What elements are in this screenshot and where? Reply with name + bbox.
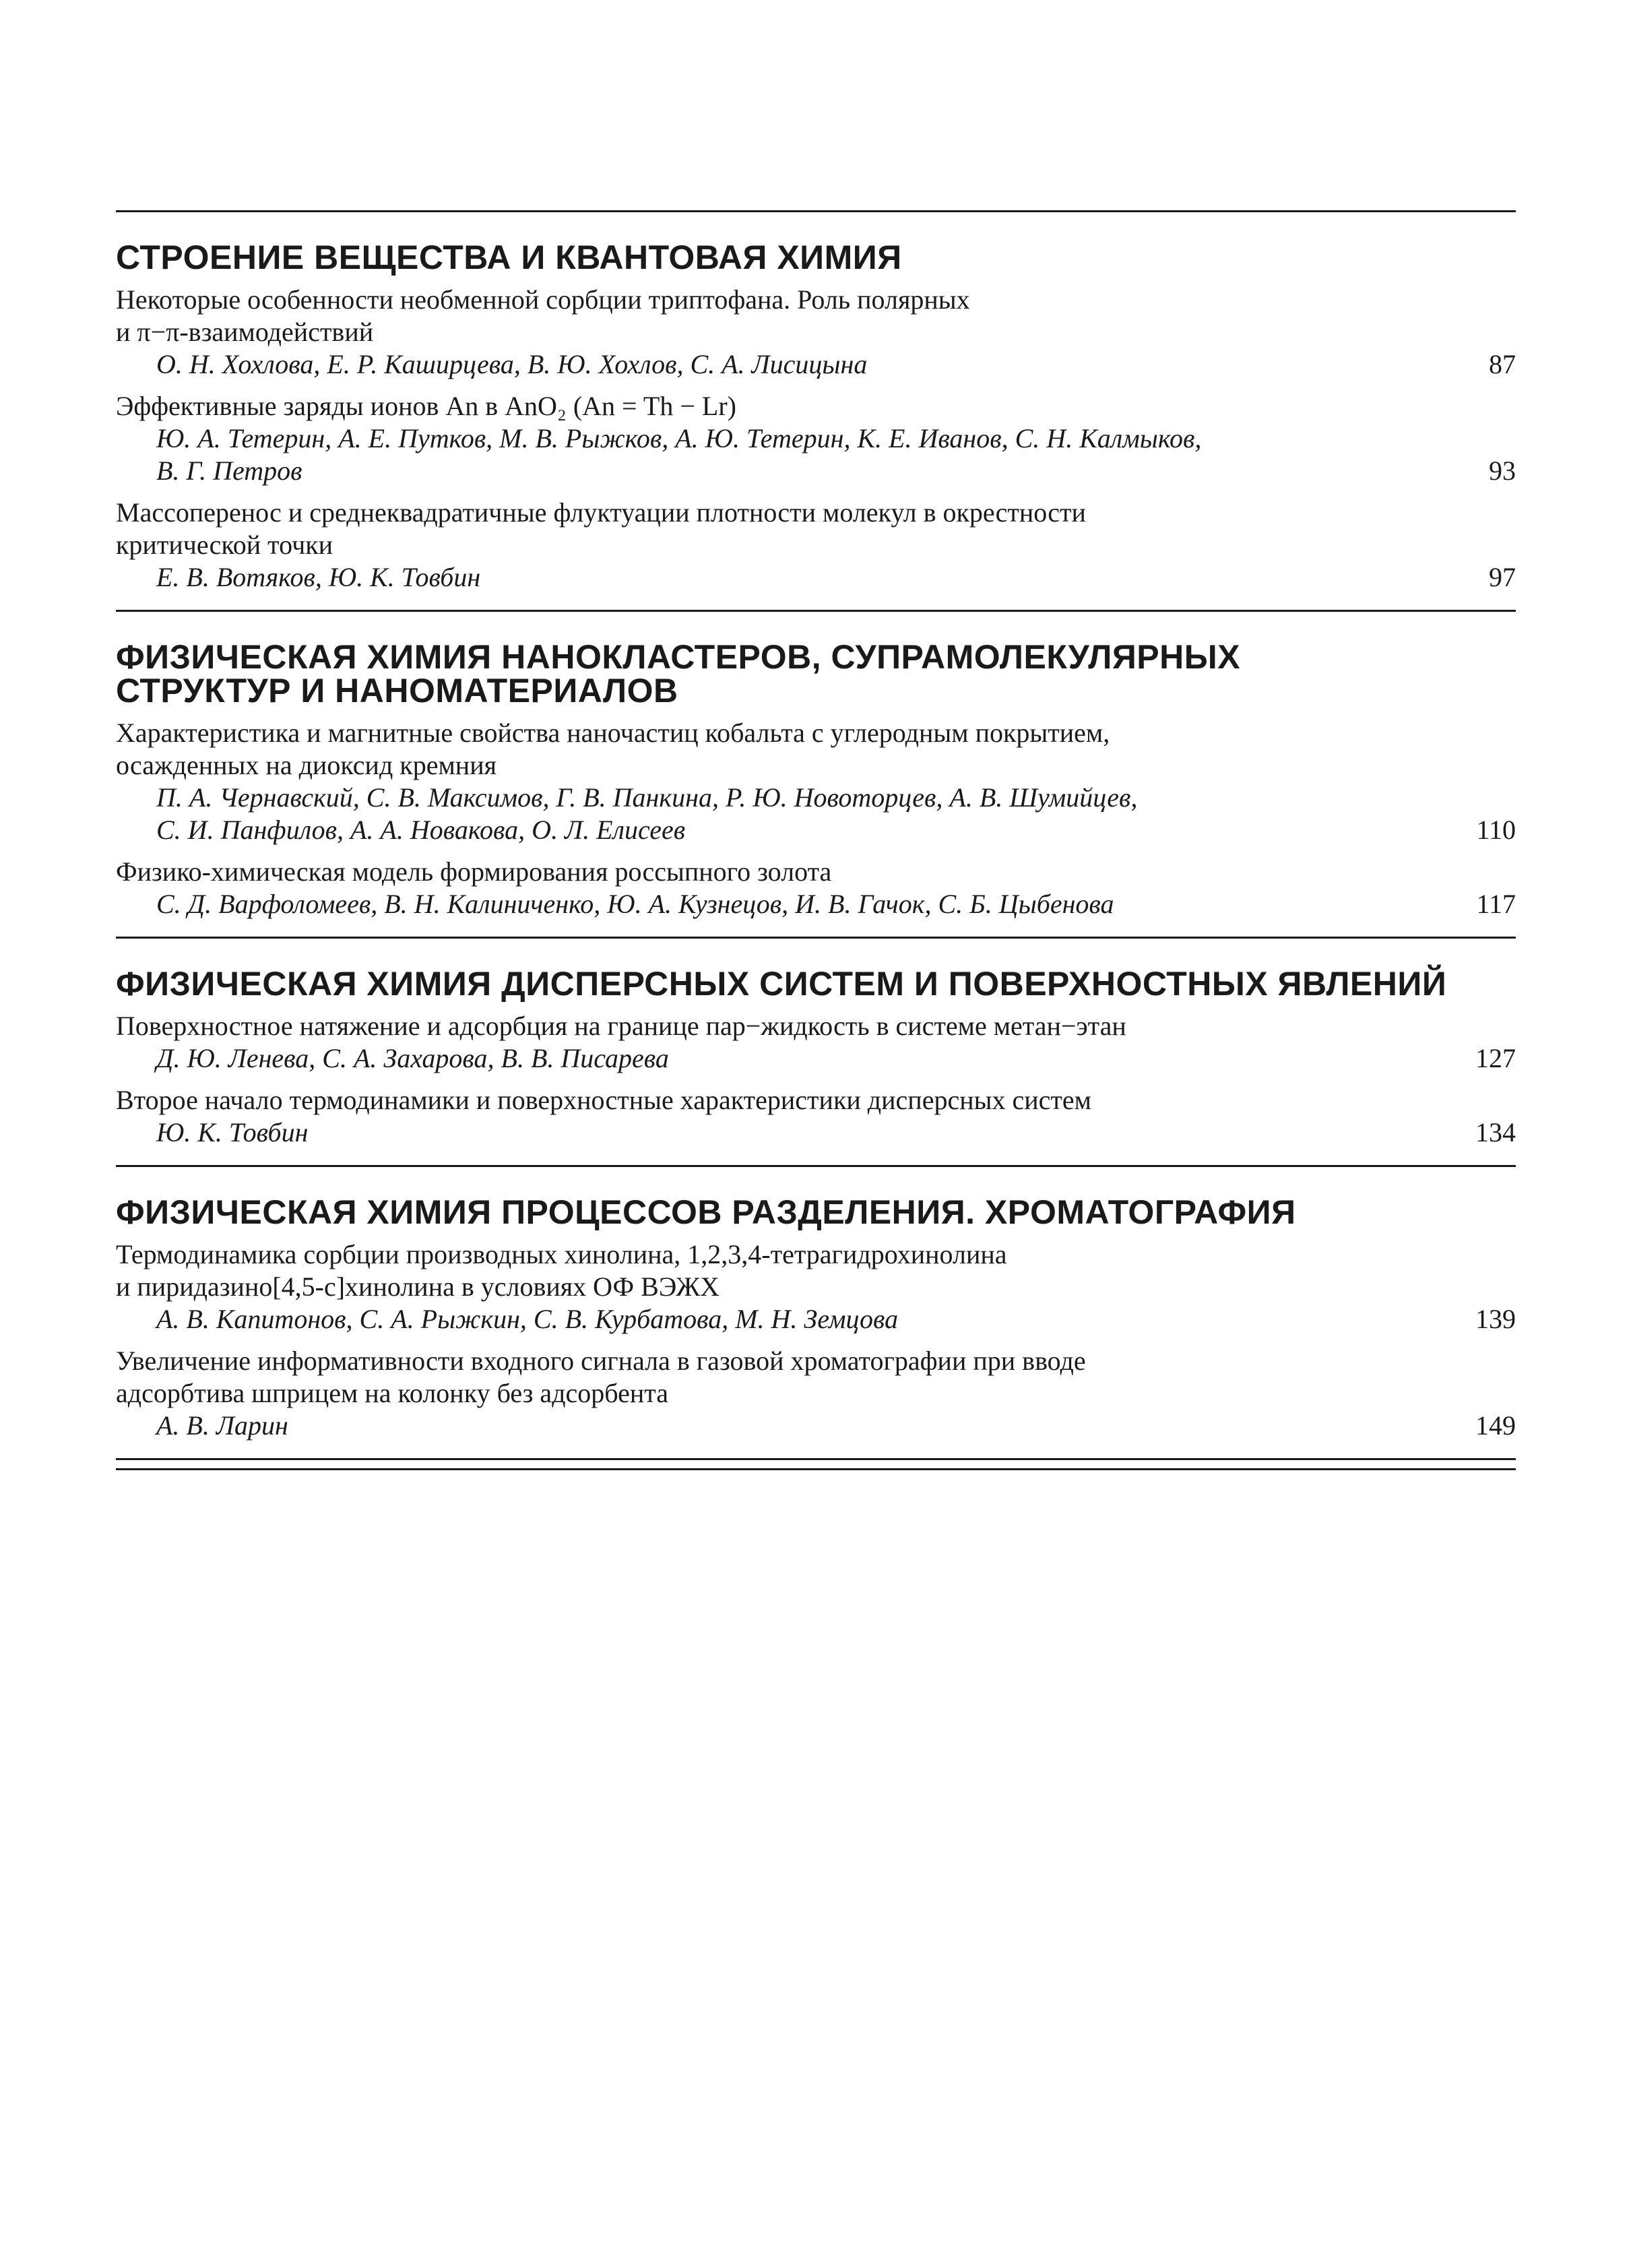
entry-title: Массоперенос и среднеквадратичные флуктуации плотности молекул в окрестности критической точки — [116, 497, 1086, 560]
toc-section — [116, 212, 1516, 612]
toc-section — [116, 612, 1516, 939]
entry-page-number[interactable]: 110 — [1476, 815, 1516, 845]
entry-title: Некоторые особенности необменной сорбции триптофана. Роль полярных и π−π-взаимодействий — [116, 284, 970, 347]
entry-page-number[interactable]: 149 — [1475, 1410, 1516, 1441]
entry-page-number[interactable]: 127 — [1475, 1043, 1516, 1073]
entry-authors: С. Д. Варфоломеев, В. Н. Калиниченко, Ю. А. Кузнецов, И. В. Гачок, С. Б. Цыбенова — [156, 889, 1114, 919]
entry-title: Характеристика и магнитные свойства наночастиц кобальта с углеродным покрытием, осажденных на диоксид кремния — [116, 718, 1110, 780]
entry-title: Увеличение информативности входного сигнала в газовой хроматографии при вводе адсорбтива шприцем на колонку без адсорбента — [116, 1346, 1086, 1408]
entry-authors: Ю. К. Товбин — [156, 1117, 309, 1147]
section-title: ФИЗИЧЕСКАЯ ХИМИЯ ПРОЦЕССОВ РАЗДЕЛЕНИЯ. ХРОМАТОГРАФИЯ — [116, 1193, 1296, 1231]
entry-title: Эффективные заряды ионов An в AnO₂ (An = Th − Lr) — [116, 391, 736, 421]
toc-section — [116, 939, 1516, 1167]
toc-entry[interactable] — [116, 1238, 1516, 1335]
toc-entry[interactable] — [116, 284, 1516, 381]
table-of-contents — [116, 210, 1516, 1470]
entry-page-number[interactable]: 134 — [1475, 1117, 1516, 1147]
toc-entry[interactable] — [116, 1084, 1516, 1149]
entry-page-number[interactable]: 93 — [1489, 455, 1516, 486]
bottom-double-rule — [116, 1468, 1516, 1470]
entry-authors: А. В. Ларин — [156, 1410, 288, 1441]
toc-entry[interactable] — [116, 717, 1516, 846]
entry-title: Второе начало термодинамики и поверхностные характеристики дисперсных систем — [116, 1085, 1091, 1115]
entry-title: Физико-химическая модель формирования россыпного золота — [116, 856, 832, 887]
entry-page-number[interactable]: 97 — [1489, 562, 1516, 592]
entry-page-number[interactable]: 87 — [1489, 349, 1516, 379]
entry-authors: Д. Ю. Ленева, С. А. Захарова, В. В. Писарева — [156, 1043, 669, 1073]
toc-section — [116, 1167, 1516, 1460]
entry-authors: Ю. А. Тетерин, А. Е. Путков, М. В. Рыжков, А. Ю. Тетерин, К. Е. Иванов, С. Н. Калмыков, В. Г. Петров — [156, 423, 1202, 486]
section-title: СТРОЕНИЕ ВЕЩЕСТВА И КВАНТОВАЯ ХИМИЯ — [116, 239, 902, 276]
entry-authors: О. Н. Хохлова, Е. Р. Каширцева, В. Ю. Хохлов, С. А. Лисицына — [156, 349, 868, 379]
entry-authors: Е. В. Вотяков, Ю. К. Товбин — [156, 562, 481, 592]
toc-entry[interactable] — [116, 856, 1516, 920]
entry-title: Поверхностное натяжение и адсорбция на границе пар−жидкость в системе метан−этан — [116, 1011, 1126, 1041]
entry-page-number[interactable]: 117 — [1476, 889, 1516, 919]
toc-entry[interactable] — [116, 497, 1516, 594]
toc-entry[interactable] — [116, 1010, 1516, 1075]
entry-title: Термодинамика сорбции производных хинолина, 1,2,3,4-тетрагидрохинолина и пиридазино[4,5-с]хинолина в условиях ОФ ВЭЖХ — [116, 1239, 1007, 1302]
entry-authors: А. В. Капитонов, С. А. Рыжкин, С. В. Курбатова, М. Н. Земцова — [156, 1304, 899, 1334]
section-title: ФИЗИЧЕСКАЯ ХИМИЯ НАНОКЛАСТЕРОВ, СУПРАМОЛЕКУЛЯРНЫХ СТРУКТУР И НАНОМАТЕРИАЛОВ — [116, 638, 1241, 710]
section-title: ФИЗИЧЕСКАЯ ХИМИЯ ДИСПЕРСНЫХ СИСТЕМ И ПОВЕРХНОСТНЫХ ЯВЛЕНИЙ — [116, 965, 1447, 1003]
entry-authors: П. А. Чернавский, С. В. Максимов, Г. В. Панкина, Р. Ю. Новоторцев, А. В. Шумийцев, С. И. Панфилов, А. А. Новакова, О. Л. Елисеев — [156, 782, 1138, 845]
toc-entry[interactable] — [116, 390, 1516, 487]
entry-page-number[interactable]: 139 — [1475, 1304, 1516, 1334]
toc-entry[interactable] — [116, 1345, 1516, 1442]
